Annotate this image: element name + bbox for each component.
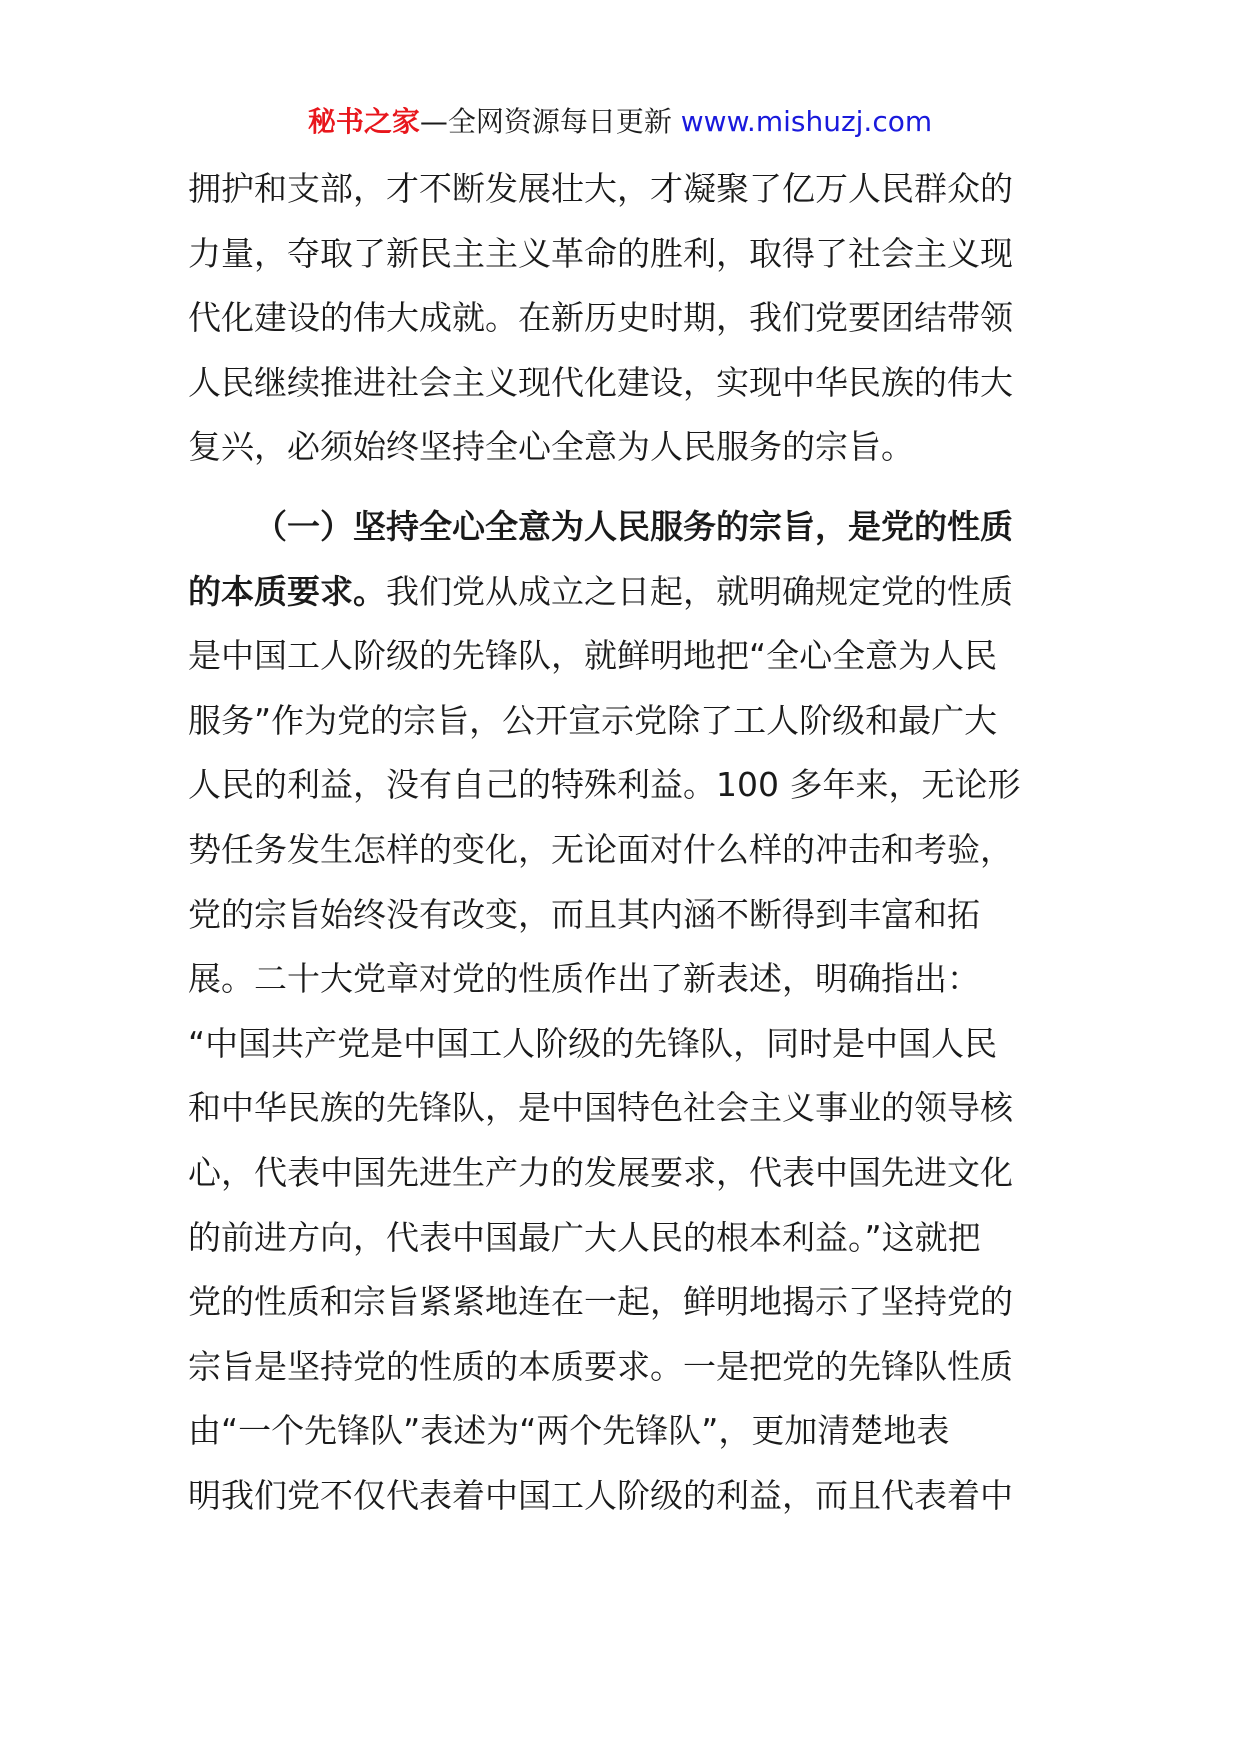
site-url-link[interactable]: www.mishuzj.com bbox=[680, 105, 933, 138]
text-line: 展。二十大党章对党的性质作出了新表述，明确指出： bbox=[188, 959, 980, 999]
text-line: 人民继续推进社会主义现代化建设，实现中华民族的伟大 bbox=[188, 362, 1013, 402]
text-line bbox=[188, 560, 1068, 625]
text-line: 服务”作为党的宗旨，公开宣示党除了工人阶级和最广大 bbox=[188, 700, 998, 740]
section-heading: （一）坚持全心全意为人民服务的宗旨，是党的性质 bbox=[254, 506, 1013, 546]
paragraph-1 bbox=[188, 157, 1068, 480]
text-line: 的前进方向，代表中国最广大人民的根本利益。”这就把 bbox=[188, 1217, 981, 1257]
text-line: 和中华民族的先锋队，是中国特色社会主义事业的领导核 bbox=[188, 1088, 1013, 1128]
text-line: 人民的利益，没有自己的特殊利益。100 多年来，无论形 bbox=[188, 765, 1021, 805]
text-line: 党的性质和宗旨紧紧地连在一起，鲜明地揭示了坚持党的 bbox=[188, 1282, 1013, 1322]
text-line: 力量，夺取了新民主主义革命的胜利，取得了社会主义现 bbox=[188, 233, 1013, 273]
paragraph-2 bbox=[188, 495, 1068, 1529]
text-line: 势任务发生怎样的变化，无论面对什么样的冲击和考验， bbox=[188, 829, 1013, 869]
text-line: 代化建设的伟大成就。在新历史时期，我们党要团结带领 bbox=[188, 298, 1013, 338]
text-line: 宗旨是坚持党的性质的本质要求。一是把党的先锋队性质 bbox=[188, 1346, 1013, 1386]
text-line: 党的宗旨始终没有改变，而且其内涵不断得到丰富和拓 bbox=[188, 894, 980, 934]
text-line-rest: 我们党从成立之日起，就明确规定党的性质 bbox=[386, 571, 1013, 611]
text-line: 由“一个先锋队”表述为“两个先锋队”，更加清楚地表 bbox=[188, 1411, 950, 1451]
text-line: 明我们党不仅代表着中国工人阶级的利益，而且代表着中 bbox=[188, 1475, 1013, 1515]
text-line: 心，代表中国先进生产力的发展要求，代表中国先进文化 bbox=[188, 1152, 1013, 1192]
section-heading-end: 的本质要求。 bbox=[188, 571, 386, 611]
site-header bbox=[0, 100, 1240, 144]
document-body bbox=[188, 157, 1068, 1528]
text-line: 复兴，必须始终坚持全心全意为人民服务的宗旨。 bbox=[188, 427, 914, 467]
text-line: 是中国工人阶级的先锋队，就鲜明地把“全心全意为人民 bbox=[188, 636, 998, 676]
header-tagline: —全网资源每日更新 bbox=[419, 105, 681, 138]
brand-name: 秘书之家 bbox=[307, 105, 420, 138]
paragraph-spacer bbox=[188, 480, 1068, 495]
text-line: 拥护和支部，才不断发展壮大，才凝聚了亿万人民群众的 bbox=[188, 169, 1013, 208]
text-line: “中国共产党是中国工人阶级的先锋队，同时是中国人民 bbox=[188, 1023, 998, 1063]
